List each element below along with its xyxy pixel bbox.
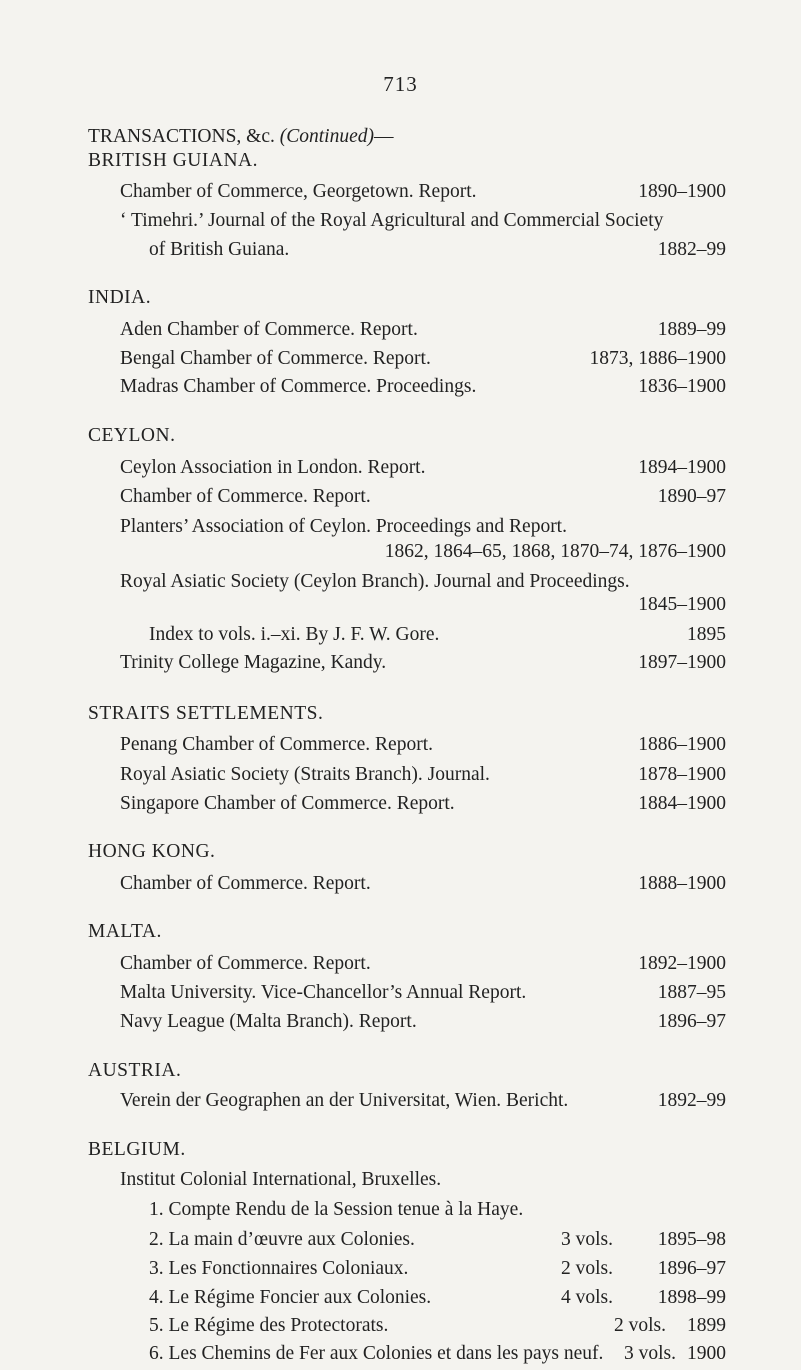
- list-item-dates: 1899: [687, 1315, 726, 1336]
- entry-text: Royal Asiatic Society (Ceylon Branch). Journal and Proceedings.: [120, 571, 630, 592]
- list-item-text: 6. Les Chemins de Fer aux Colonies et dans les pays neuf.: [149, 1343, 604, 1364]
- entry-text: Chamber of Commerce. Report.: [120, 953, 371, 974]
- header-title: TRANSACTIONS, &c.: [88, 126, 275, 147]
- list-item-text: 1. Compte Rendu de la Session tenue à la Haye.: [149, 1199, 524, 1220]
- entry-text: Trinity College Magazine, Kandy.: [120, 652, 387, 673]
- entry-dates: 1886–1900: [638, 734, 726, 755]
- list-item-text: 5. Le Régime des Protectorats.: [149, 1315, 389, 1336]
- entry-dates: 1895: [687, 624, 726, 645]
- entry-text: Bengal Chamber of Commerce. Report.: [120, 348, 431, 369]
- entry-text: Planters’ Association of Ceylon. Proceedings and Report.: [120, 516, 567, 537]
- section-heading-malta: MALTA.: [88, 921, 162, 942]
- entry-text: Madras Chamber of Commerce. Proceedings.: [120, 376, 477, 397]
- entry-dates: 1896–97: [657, 1011, 726, 1032]
- list-item-text: 2. La main d’œuvre aux Colonies.: [149, 1229, 415, 1250]
- entry-text: Royal Asiatic Society (Straits Branch). Journal.: [120, 764, 490, 785]
- list-item-dates: 1898–99: [657, 1287, 726, 1308]
- list-item-vols: 3 vols.: [560, 1229, 613, 1250]
- list-item-dates: 1895–98: [657, 1229, 726, 1250]
- list-item-vols: 4 vols.: [560, 1287, 613, 1308]
- running-header: [88, 125, 394, 149]
- entry-text: Aden Chamber of Commerce. Report.: [120, 319, 418, 340]
- entry-dates: 1836–1900: [638, 376, 726, 397]
- section-heading-straits: STRAITS SETTLEMENTS.: [88, 703, 324, 724]
- page-number: 713: [383, 72, 418, 96]
- entry-dates: 1890–1900: [638, 181, 726, 202]
- list-item-vols: 3 vols.: [623, 1343, 676, 1364]
- entry-text: Chamber of Commerce. Report.: [120, 873, 371, 894]
- entry-dates: 1862, 1864–65, 1868, 1870–74, 1876–1900: [384, 541, 726, 562]
- entry-dates: 1889–99: [657, 319, 726, 340]
- entry-text: ‘ Timehri.’ Journal of the Royal Agricultural and Commercial Society: [120, 210, 664, 231]
- list-item-text: 4. Le Régime Foncier aux Colonies.: [149, 1287, 432, 1308]
- header-continued: (Continued): [279, 126, 374, 147]
- entry-text: Navy League (Malta Branch). Report.: [120, 1011, 417, 1032]
- section-heading-austria: AUSTRIA.: [88, 1060, 182, 1081]
- entry-text: Chamber of Commerce. Report.: [120, 486, 371, 507]
- section-heading-belgium: BELGIUM.: [88, 1139, 186, 1160]
- entry-dates: 1878–1900: [638, 764, 726, 785]
- section-heading-india: INDIA.: [88, 287, 152, 308]
- entry-text: Index to vols. i.–xi. By J. F. W. Gore.: [149, 624, 440, 645]
- header-dash: —: [374, 126, 394, 147]
- list-item-dates: 1900: [687, 1343, 726, 1364]
- entry-dates: 1894–1900: [638, 457, 726, 478]
- entry-dates: 1892–1900: [638, 953, 726, 974]
- institut-line: Institut Colonial International, Bruxelles.: [120, 1169, 442, 1190]
- entry-text: Malta University. Vice-Chancellor’s Annual Report.: [120, 982, 527, 1003]
- entry-text: Ceylon Association in London. Report.: [120, 457, 426, 478]
- entry-dates: 1887–95: [657, 982, 726, 1003]
- entry-text: Chamber of Commerce, Georgetown. Report.: [120, 181, 477, 202]
- entry-dates: 1884–1900: [638, 793, 726, 814]
- list-item-vols: 2 vols.: [613, 1315, 666, 1336]
- list-item-text: 3. Les Fonctionnaires Coloniaux.: [149, 1258, 409, 1279]
- entry-dates: 1892–99: [657, 1090, 726, 1111]
- entry-text: Penang Chamber of Commerce. Report.: [120, 734, 433, 755]
- entry-dates: 1888–1900: [638, 873, 726, 894]
- section-heading-ceylon: CEYLON.: [88, 425, 176, 446]
- entry-text-continued: of British Guiana.: [149, 239, 290, 260]
- entry-dates: 1882–99: [657, 239, 726, 260]
- section-heading-hong-kong: HONG KONG.: [88, 841, 216, 862]
- list-item-dates: 1896–97: [657, 1258, 726, 1279]
- list-item-vols: 2 vols.: [560, 1258, 613, 1279]
- entry-dates: 1890–97: [657, 486, 726, 507]
- entry-text: Verein der Geographen an der Universitat, Wien. Bericht.: [120, 1090, 569, 1111]
- section-heading-british-guiana: BRITISH GUIANA.: [88, 150, 258, 171]
- entry-text: Singapore Chamber of Commerce. Report.: [120, 793, 455, 814]
- entry-dates: 1845–1900: [638, 594, 726, 615]
- entry-dates: 1897–1900: [638, 652, 726, 673]
- entry-dates: 1873, 1886–1900: [589, 348, 726, 369]
